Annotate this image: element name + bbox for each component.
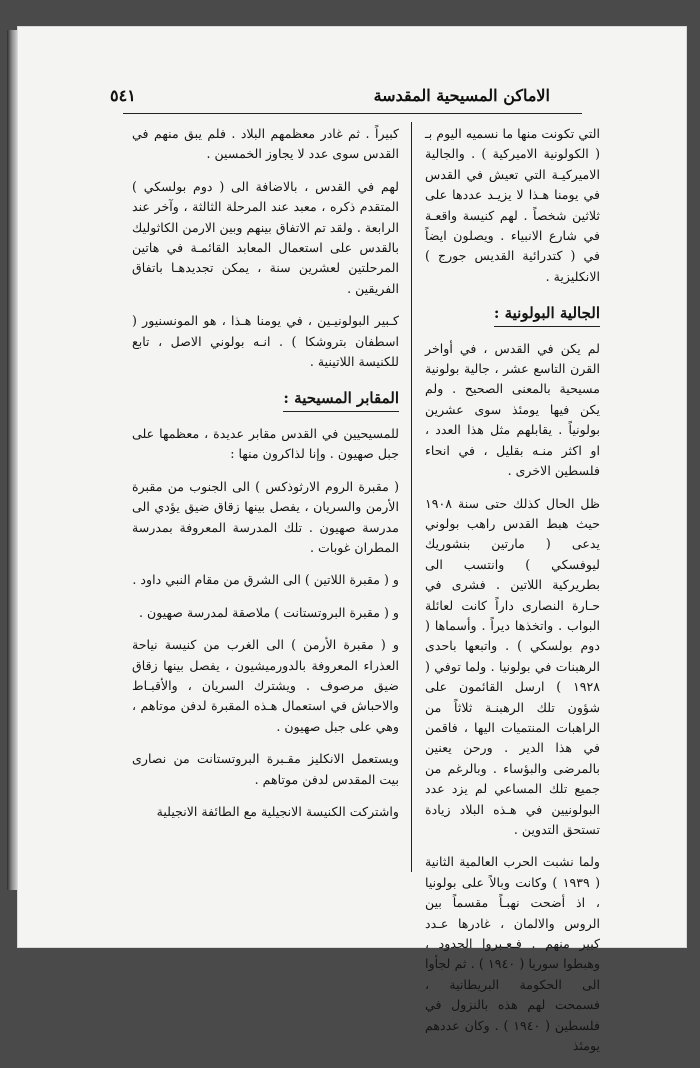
paragraph: و ( مقبرة اللاتين ) الى الشرق من مقام النبي داود . <box>132 572 399 588</box>
paragraph: ولما نشبت الحرب العالمية الثانية ( ١٩٣٩ ) وكانت وبالاً على بولونيا ، اذ أضحت نهبـاً مقسماً بين الروس والالمان ، غادرها عـدد كبير منهم . فـعـبروا الحدود ، وهبطوا سوريا ( ١٩٤٠ ) . ثم لجأوا الى الحكومة البريطانية ، فسمحت لهم هذه بالنزول في فلسطين ( ١٩٤٠ ) . وكان عددهم يومئذ <box>425 854 601 1054</box>
running-title: الاماكن المسيحية المقدسة <box>373 86 550 105</box>
paragraph: كـبير البولونيـين ، في يومنا هـذا ، هو المونسنيور ( اسطفان بتروشكا ) . انـه بولوني الاصل ، تابع للكنيسة اللاتينية . <box>132 313 399 370</box>
page-number: ٥٤١ <box>110 86 136 105</box>
paragraph: و ( مقبرة البروتستانت ) ملاصقة لمدرسة صهيون . <box>138 604 399 620</box>
section-heading-polish-community: الجالية البولونية : <box>494 303 600 326</box>
paragraph: للمسيحيين في القدس مقابر عديدة ، معظمها على جبل صهيون . وإنا لذاكرون منها : <box>132 425 399 462</box>
right-column <box>425 124 600 1068</box>
paragraph: لهم في القدس ، بالاضافة الى ( دوم بولسكي ) المتقدم ذكره ، معبد عند المرحلة الثالثة ، وآخر عند الرابعة . ولقد تم الاتفاق بينهم وبين الارمن الكاثوليك بالقدس على استعمال المعابد القائمـة في هاتين المرحلتين لعشرين سنة ، يمكن تجديدهـا باتفاق الفريقين . <box>132 178 399 296</box>
paragraph: ويستعمل الانكليز مقـبرة البروتستانت من نصارى بيت المقدس لدفن موتاهم . <box>132 751 399 787</box>
paragraph: لم يكن في القدس ، في أواخر القرن التاسع عشر ، جالية بولونية مسيحية بالمعنى الصحيح . ولم يكن فيها يومئذ سوى عشرين بولونياً . يقابلهم مثل هذا العدد ، او اكثر منـه بقليل ، في انحاء فلسطين الاخرى . <box>425 340 600 479</box>
paragraph: واشتركت الكنيسة الانجيلية مع الطائفة الانجيلية <box>156 803 399 819</box>
paragraph: ظل الحال كذلك حتى سنة ١٩٠٨ حيث هبط القدس راهب بولوني يدعى ( مارتين بنشوريك ليوفسكي ) وانتسب الى بطريركية اللاتين . فشرى في حـارة النصارى داراً كانت لعائلة البواب . واتخذها ديراً . وأسماها ( دوم بولسكي ) . واتبعها باحدى الرهبنات في بولونيا . ولما توفي ( ١٩٢٨ ) ارسل القائمون على شؤون تلك الرهبنـة ثلاثاً من الراهبات المنتميات اليها ، فاقمن في هذا الدير . ورحن يعنين بالمرضى والبؤساء . وبالرغم من جميع تلك المساعي لم يزد عدد البولونيين في هـذه البلاد زيادة تستحق التدوين . <box>425 495 600 837</box>
left-column <box>132 124 399 834</box>
paragraph: التي تكونت منها ما نسميه اليوم بـ ( الكولونية الاميركية ) . والجالية الاميركيـة التي تعيش في القدس في يومنا هـذا لا يزيـد عددها على ثلاثين شخصاً . لهم كنيسة واقعـة في شارع الانبياء . ويصلون ايضاً في ( كتدرائية القديس جورج ) الانكليزية . <box>425 126 600 284</box>
paragraph: ( مقبرة الروم الارثوذكس ) الى الجنوب من مقبرة الأرمن والسريان ، يفصل بينها زقاق ضيق يؤدي الى مدرسة صهيون . تلك المدرسة المعروفة بمدرسة المطران غوبات . <box>132 478 399 555</box>
paragraph: كبيراً . ثم غادر معظمهم البلاد . فلم يبق منهم في القدس سوى عدد لا يجاوز الخمسين . <box>132 126 399 162</box>
running-head <box>110 86 590 112</box>
column-divider <box>411 122 412 872</box>
paragraph: و ( مقبرة الأرمن ) الى الغرب من كنيسة نياحة العذراء المعروفة بالدورميشيون ، يفصل بينها زقاق ضيق مرصوف . ويشترك السريان ، والأقبـاط والاحباش في استعمال هـذه المقبرة لدفن موتاهم ، وهي على جبل صهيون . <box>132 637 399 734</box>
header-rule <box>123 113 582 114</box>
section-heading-christian-cemeteries: المقابر المسيحية : <box>283 388 399 411</box>
